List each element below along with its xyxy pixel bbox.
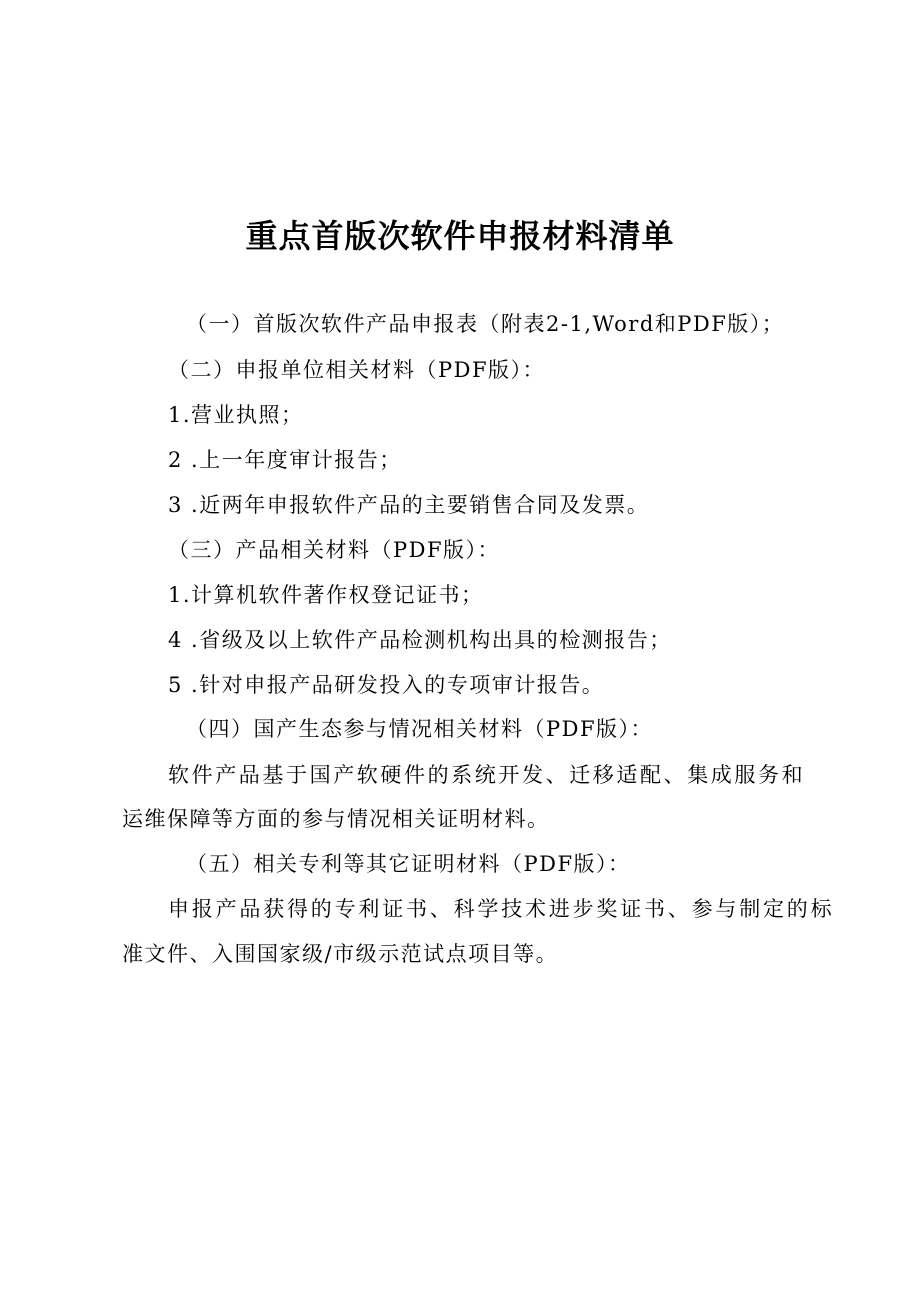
section-4-paragraph-line-2: 运维保障等方面的参与情况相关证明材料。 xyxy=(122,807,550,831)
list-item: 1.营业执照； xyxy=(168,403,304,427)
document-title: 重点首版次软件申报材料清单 xyxy=(245,217,675,255)
list-item: 5 .针对申报产品研发投入的专项审计报告。 xyxy=(168,673,605,697)
section-heading-4: （四）国产生态参与情况相关材料（PDF版）： xyxy=(186,717,654,741)
section-heading-5: （五）相关专利等其它证明材料（PDF版）： xyxy=(186,852,631,876)
section-5-paragraph-line-1: 申报产品获得的专利证书、科学技术进步奖证书、参与制定的标 xyxy=(168,897,835,921)
section-heading-3: （三）产品相关材料（PDF版）： xyxy=(168,538,501,562)
section-heading-1: （一）首版次软件产品申报表（附表2-1,Word和PDF版）； xyxy=(186,312,785,336)
section-heading-2: （二）申报单位相关材料（PDF版）： xyxy=(168,358,546,382)
list-item: 2 .上一年度审计报告； xyxy=(168,448,402,472)
list-item: 3 .近两年申报软件产品的主要销售合同及发票。 xyxy=(168,493,650,517)
section-5-paragraph-line-2: 准文件、入围国家级/市级示范试点项目等。 xyxy=(122,942,559,966)
list-item: 1.计算机软件著作权登记证书； xyxy=(168,583,484,607)
section-4-paragraph-line-1: 软件产品基于国产软硬件的系统开发、迁移适配、集成服务和 xyxy=(168,763,806,787)
list-item: 4 .省级及以上软件产品检测机构出具的检测报告； xyxy=(168,628,672,652)
